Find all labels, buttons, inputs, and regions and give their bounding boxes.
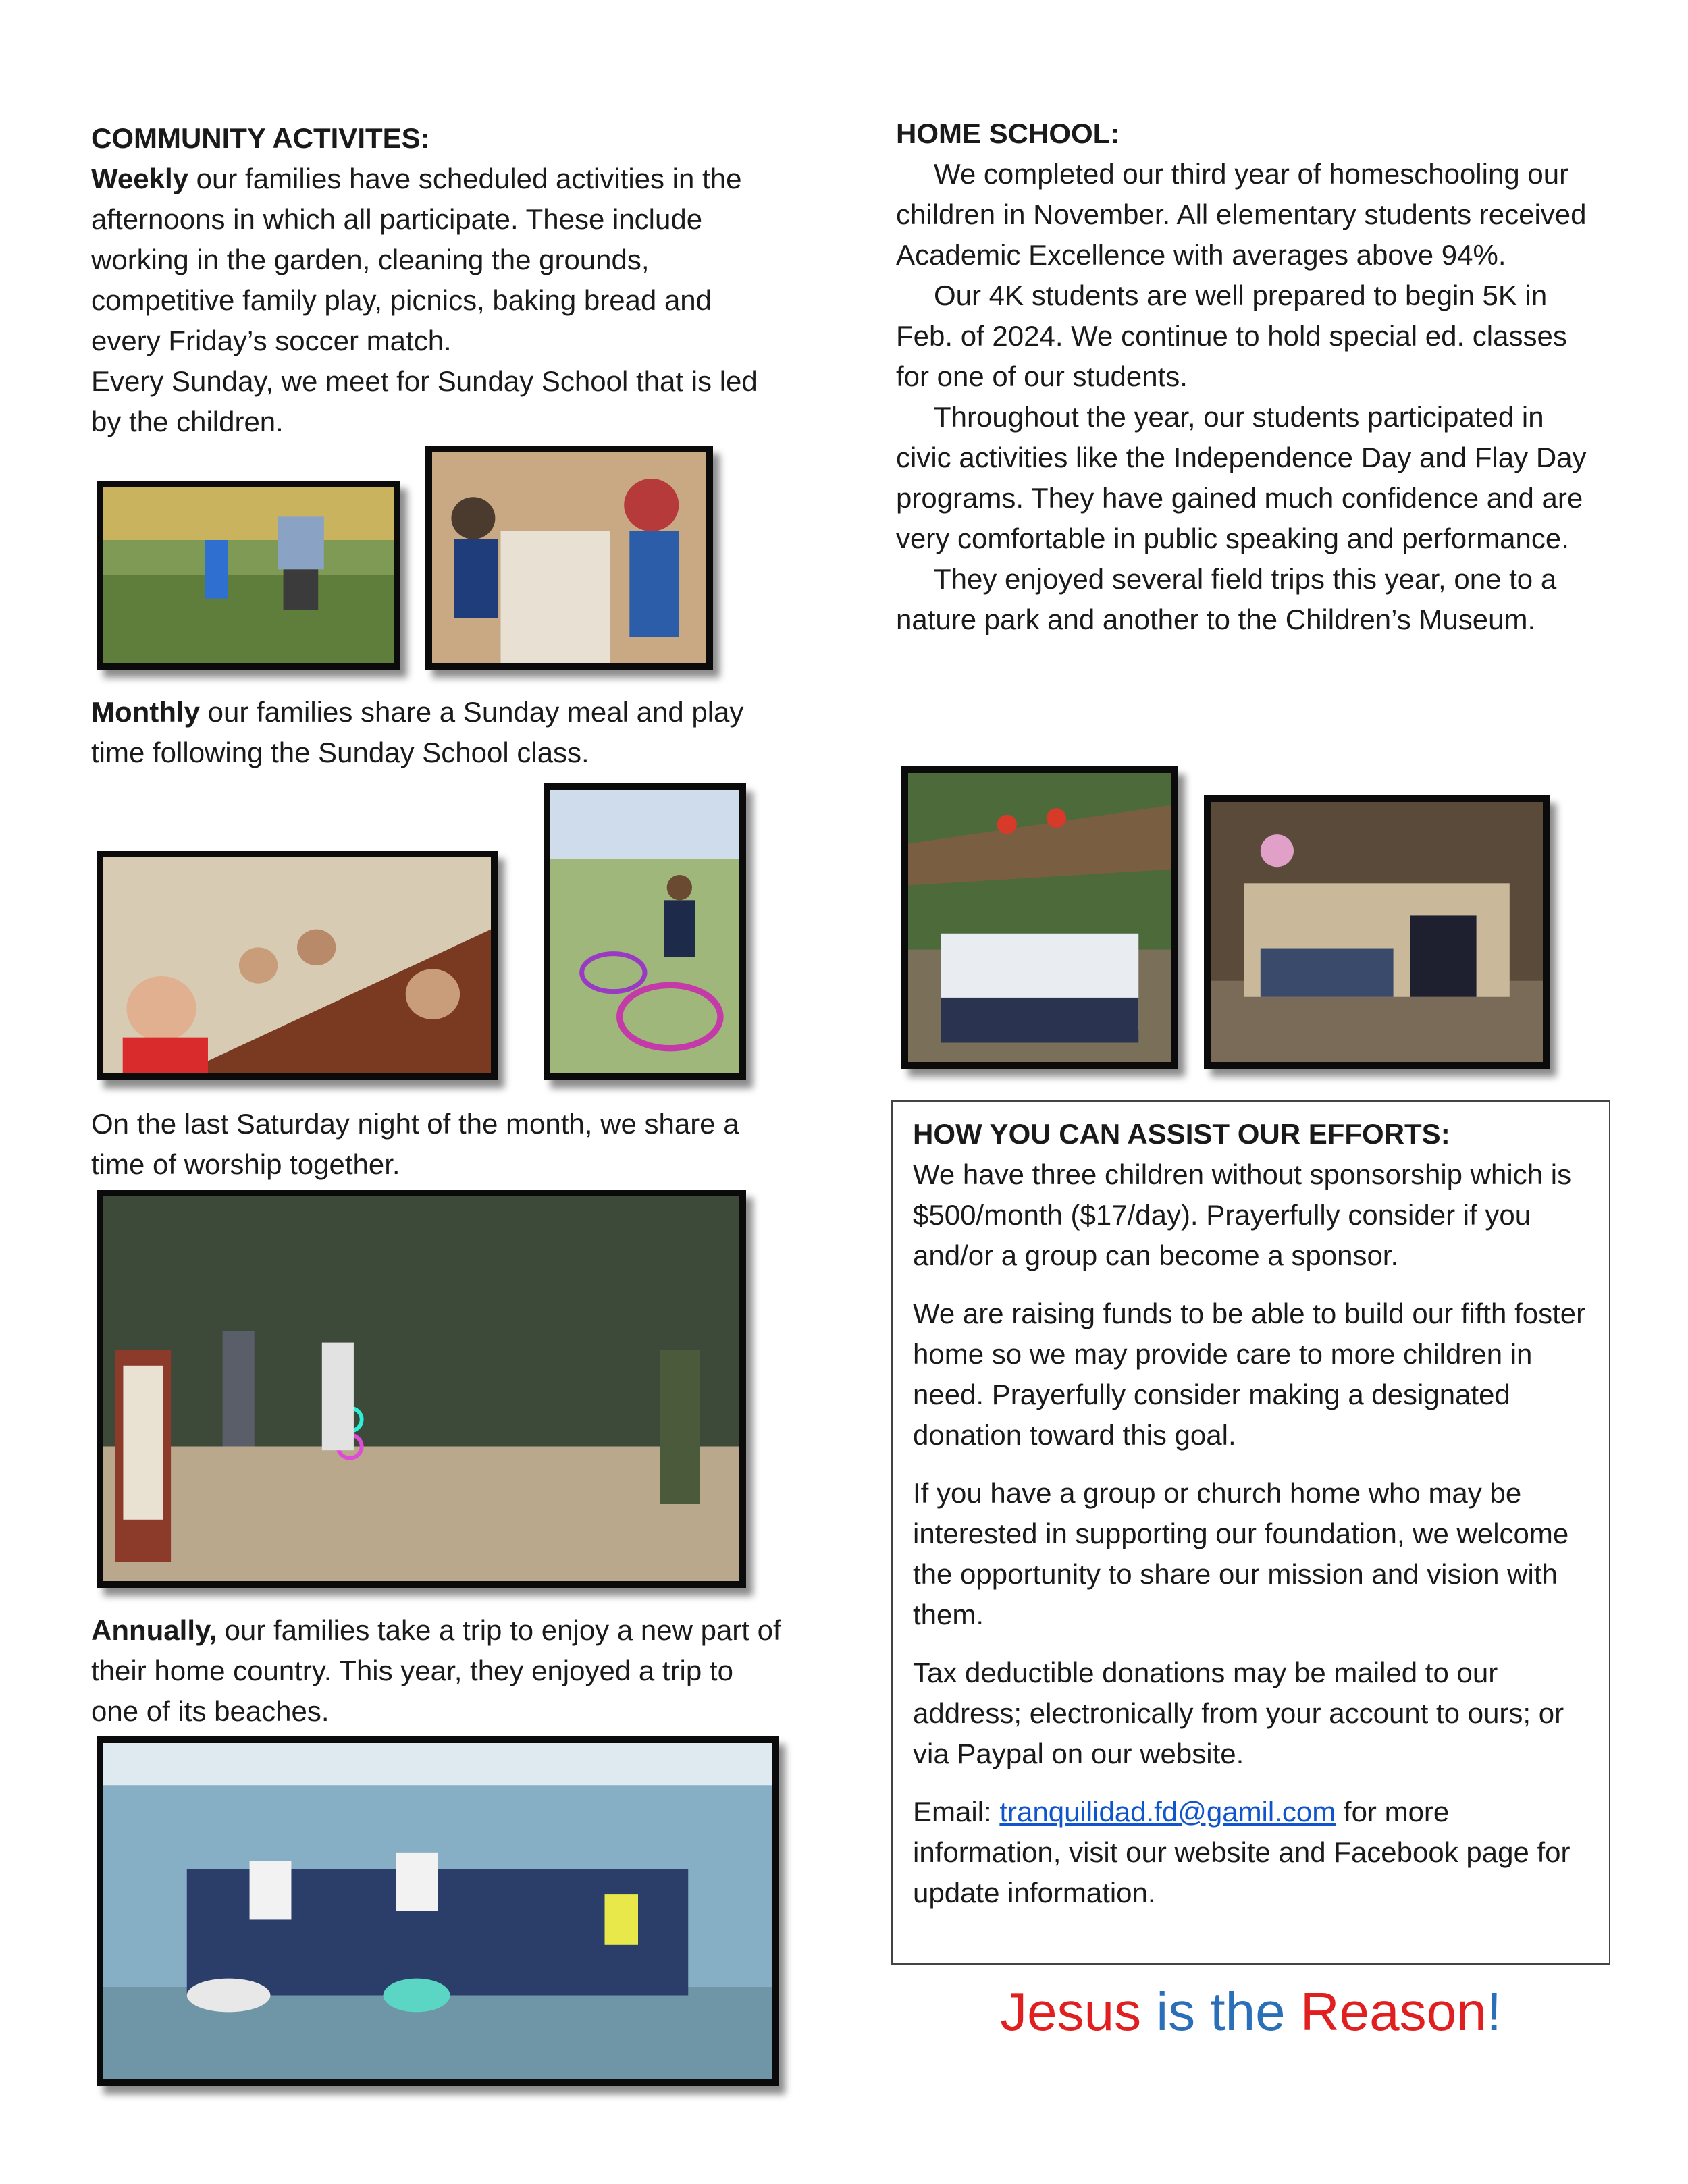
photo-worship-night bbox=[97, 1190, 746, 1588]
photo-childrens-museum bbox=[1204, 795, 1550, 1069]
monthly-block bbox=[91, 692, 780, 773]
homeschool-paragraph-1: We completed our third year of homeschooling our children in November. All elementary students received Academic Excellence with averages above 94%. bbox=[896, 158, 1587, 271]
monthly-lead: Monthly bbox=[91, 696, 200, 728]
assist-contact-paragraph bbox=[913, 1792, 1590, 1913]
slogan-is-the: is the bbox=[1141, 1981, 1300, 2042]
weekly-text: our families have scheduled activities in the afternoons in which all participate. These include working in the garden, cleaning the grounds, competitive family play, picnics, baking bread and every Friday’s soccer match. bbox=[91, 163, 742, 356]
assist-heading: HOW YOU CAN ASSIST OUR EFFORTS: bbox=[913, 1118, 1450, 1150]
email-after-text: for more information, visit our website and Facebook page for update information. bbox=[913, 1796, 1571, 1909]
assist-paragraph-4: Tax deductible donations may be mailed to our address; electronically from your account to ours; or via Paypal on our website. bbox=[913, 1657, 1564, 1769]
assist-paragraph-2: We are raising funds to be able to build our fifth foster home so we may provide care to more children in need. Prayerfully consider making a designated donation toward this goal. bbox=[913, 1298, 1586, 1451]
photo-garden bbox=[97, 481, 400, 670]
assist-paragraph-1: We have three children without sponsorship which is $500/month ($17/day). Prayerfully consider if you and/or a group can become a sponsor. bbox=[913, 1158, 1572, 1271]
annually-paragraph bbox=[91, 1610, 787, 1732]
email-link[interactable]: tranquilidad.fd@gamil.com bbox=[999, 1796, 1336, 1828]
community-block-1 bbox=[91, 118, 780, 442]
saturday-block bbox=[91, 1104, 780, 1185]
annually-text: our families take a trip to enjoy a new part of their home country. This year, they enjoyed a trip to one of its beaches. bbox=[91, 1614, 781, 1727]
weekly-paragraph bbox=[91, 159, 780, 361]
photo-baking bbox=[425, 446, 713, 670]
email-label: Email: bbox=[913, 1796, 1000, 1828]
photo-beach bbox=[97, 1736, 779, 2086]
monthly-paragraph bbox=[91, 692, 780, 773]
assist-paragraph-3: If you have a group or church home who may be interested in supporting our foundation, we welcome the opportunity to share our mission and vision with them. bbox=[913, 1477, 1569, 1630]
weekly-lead: Weekly bbox=[91, 163, 188, 194]
footer-slogan bbox=[891, 1978, 1610, 2046]
homeschool-paragraph-2: Our 4K students are well prepared to begin 5K in Feb. of 2024. We continue to hold special ed. classes for one of our students. bbox=[896, 279, 1567, 392]
slogan-reason: Reason bbox=[1300, 1981, 1487, 2042]
photo-hula-hoops bbox=[544, 783, 746, 1080]
homeschool-paragraph-4: They enjoyed several field trips this year, one to a nature park and another to the Children’s Museum. bbox=[896, 563, 1557, 635]
slogan-exclamation: ! bbox=[1486, 1981, 1502, 2042]
annually-lead: Annually, bbox=[91, 1614, 217, 1646]
assist-box bbox=[891, 1100, 1610, 1965]
photo-sunday-meal bbox=[97, 851, 498, 1080]
homeschool-heading: HOME SCHOOL: bbox=[896, 117, 1120, 149]
sunday-paragraph: Every Sunday, we meet for Sunday School that is led by the children. bbox=[91, 365, 758, 437]
monthly-text: our families share a Sunday meal and play time following the Sunday School class. bbox=[91, 696, 744, 768]
saturday-paragraph: On the last Saturday night of the month, we share a time of worship together. bbox=[91, 1108, 739, 1180]
homeschool-paragraph-3: Throughout the year, our students participated in civic activities like the Independence Day and Flay Day programs. They have gained much confidence and are very comfortable in public speaking and performance. bbox=[896, 401, 1587, 554]
slogan-jesus: Jesus bbox=[1000, 1981, 1142, 2042]
community-heading: COMMUNITY ACTIVITES: bbox=[91, 122, 430, 154]
annually-block bbox=[91, 1610, 787, 1732]
homeschool-block bbox=[896, 113, 1605, 640]
photo-nature-park bbox=[901, 766, 1178, 1069]
